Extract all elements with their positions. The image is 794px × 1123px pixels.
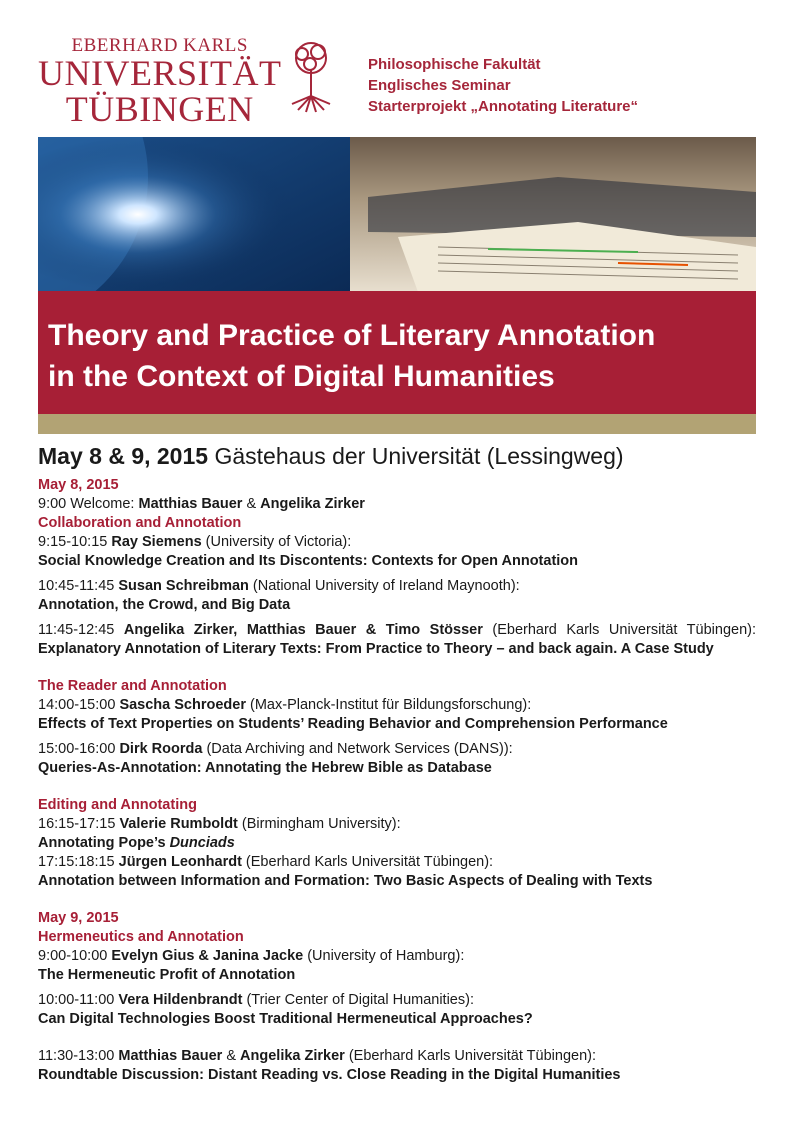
gold-divider: [38, 414, 756, 434]
welcome-time: 9:00 Welcome:: [38, 496, 139, 512]
university-tree-seal-icon: [288, 40, 334, 114]
event-venue: Gästehaus der Universität (Lessingweg): [208, 443, 624, 469]
talk-amp: &: [222, 1048, 241, 1064]
title-banner: [38, 291, 756, 414]
faculty-name: Philosophische Fakultät: [368, 56, 541, 73]
session-heading: The Reader and Annotation: [38, 678, 227, 694]
talk-time: 15:00-16:00: [38, 741, 120, 757]
talk-time: 9:00-10:00: [38, 948, 112, 964]
talk-affiliation: (Trier Center of Digital Humanities):: [242, 992, 474, 1008]
talk-meta: [38, 577, 756, 596]
faculty-info: [368, 54, 638, 117]
event-dateline: [38, 443, 756, 469]
session-heading: Hermeneutics and Annotation: [38, 929, 244, 945]
talk-time: 10:45-11:45: [38, 578, 119, 594]
talk-time: 17:15:18:15: [38, 854, 119, 870]
title-line-1: Theory and Practice of Literary Annotation: [48, 319, 656, 352]
welcome-amp: &: [242, 496, 261, 512]
talk-affiliation: (University of Hamburg):: [303, 948, 465, 964]
talk-affiliation: (Eberhard Karls Universität Tübingen):: [482, 622, 756, 638]
talk-affiliation: (National University of Ireland Maynooth):: [248, 578, 520, 594]
session-heading: Collaboration and Annotation: [38, 515, 242, 531]
program: [38, 443, 756, 1085]
talk-speaker: Vera Hildenbrandt: [118, 992, 243, 1008]
welcome-name-2: Angelika Zirker: [260, 496, 365, 512]
talk-title: Queries-As-Annotation: Annotating the Hebrew Bible as Database: [38, 760, 492, 776]
logo-line-2: UNIVERSITÄT: [38, 53, 282, 93]
title-line-2: in the Context of Digital Humanities: [48, 360, 555, 393]
seminar-name: Englisches Seminar: [368, 77, 511, 94]
talk-speaker: Matthias Bauer: [118, 1048, 223, 1064]
talk-meta: [38, 991, 756, 1010]
talk-block: [38, 621, 756, 659]
talk-speaker: Sascha Schroeder: [119, 697, 246, 713]
banner-image: [38, 137, 756, 292]
talk-affiliation: (Max-Planck-Institut für Bildungsforschung):: [245, 697, 532, 713]
talk-time: 11:30-13:00: [38, 1048, 119, 1064]
talk-time: 9:15-10:15: [38, 534, 112, 550]
talk-title: Can Digital Technologies Boost Traditional Hermeneutical Approaches?: [38, 1011, 533, 1027]
talk-title-italic: Dunciads: [169, 835, 235, 851]
talk-title: Annotation between Information and Formation: Two Basic Aspects of Dealing with Texts: [38, 873, 653, 889]
talk-meta: [38, 740, 756, 759]
talk-title: Effects of Text Properties on Students’ Reading Behavior and Comprehension Performance: [38, 716, 668, 732]
talk-meta: [38, 1047, 756, 1066]
session-heading: Editing and Annotating: [38, 797, 197, 813]
talk-title-text: Annotating Pope’s: [38, 835, 170, 851]
welcome-name-1: Matthias Bauer: [138, 496, 243, 512]
talk-speaker: Angelika Zirker, Matthias Bauer & Timo Stösser: [123, 622, 483, 638]
header: [0, 0, 794, 130]
event-dates: May 8 & 9, 2015: [38, 443, 209, 469]
talk-speaker: Dirk Roorda: [119, 741, 203, 757]
talk-speaker: Valerie Rumboldt: [119, 816, 238, 832]
talk-time: 14:00-15:00: [38, 697, 120, 713]
talk-speaker: Jürgen Leonhardt: [118, 854, 242, 870]
talk-time: 11:45-12:45: [38, 622, 124, 638]
welcome-line: [38, 495, 756, 514]
talk-meta: [38, 533, 756, 552]
page-title: [48, 315, 655, 397]
talk-title: Roundtable Discussion: Distant Reading vs. Close Reading in the Digital Humanities: [38, 1067, 621, 1083]
talk-title: Explanatory Annotation of Literary Texts: From Practice to Theory – and back again. A Case Study: [38, 641, 714, 657]
talk-speaker: Ray Siemens: [111, 534, 202, 550]
project-name: Starterprojekt „Annotating Literature“: [368, 98, 639, 115]
talk-affiliation: (Birmingham University):: [237, 816, 401, 832]
logo-line-1: EBERHARD KARLS: [71, 35, 248, 56]
talk-affiliation: (Eberhard Karls Universität Tübingen):: [344, 1048, 596, 1064]
talk-speaker: Angelika Zirker: [240, 1048, 345, 1064]
talk-speaker: Susan Schreibman: [118, 578, 249, 594]
talk-time: 10:00-11:00: [38, 992, 119, 1008]
talk-title: Social Knowledge Creation and Its Discontents: Contexts for Open Annotation: [38, 553, 579, 569]
day2-date: May 9, 2015: [38, 910, 119, 926]
talk-title: Annotation, the Crowd, and Big Data: [38, 597, 291, 613]
talk-affiliation: (Data Archiving and Network Services (DANS)):: [202, 741, 513, 757]
talk-affiliation: (Eberhard Karls Universität Tübingen):: [241, 854, 494, 870]
talk-speaker: Evelyn Gius & Janina Jacke: [111, 948, 304, 964]
talk-title: [38, 834, 756, 853]
banner-graphic: [38, 137, 756, 292]
day1-date: May 8, 2015: [38, 477, 119, 493]
talk-meta: [38, 853, 756, 872]
talk-time: 16:15-17:15: [38, 816, 120, 832]
logo-line-3: TÜBINGEN: [65, 89, 254, 129]
university-logo: [38, 36, 281, 127]
talk-meta: [38, 815, 756, 834]
talk-title: The Hermeneutic Profit of Annotation: [38, 967, 296, 983]
talk-meta: [38, 947, 756, 966]
talk-affiliation: (University of Victoria):: [201, 534, 352, 550]
talk-meta: [38, 696, 756, 715]
